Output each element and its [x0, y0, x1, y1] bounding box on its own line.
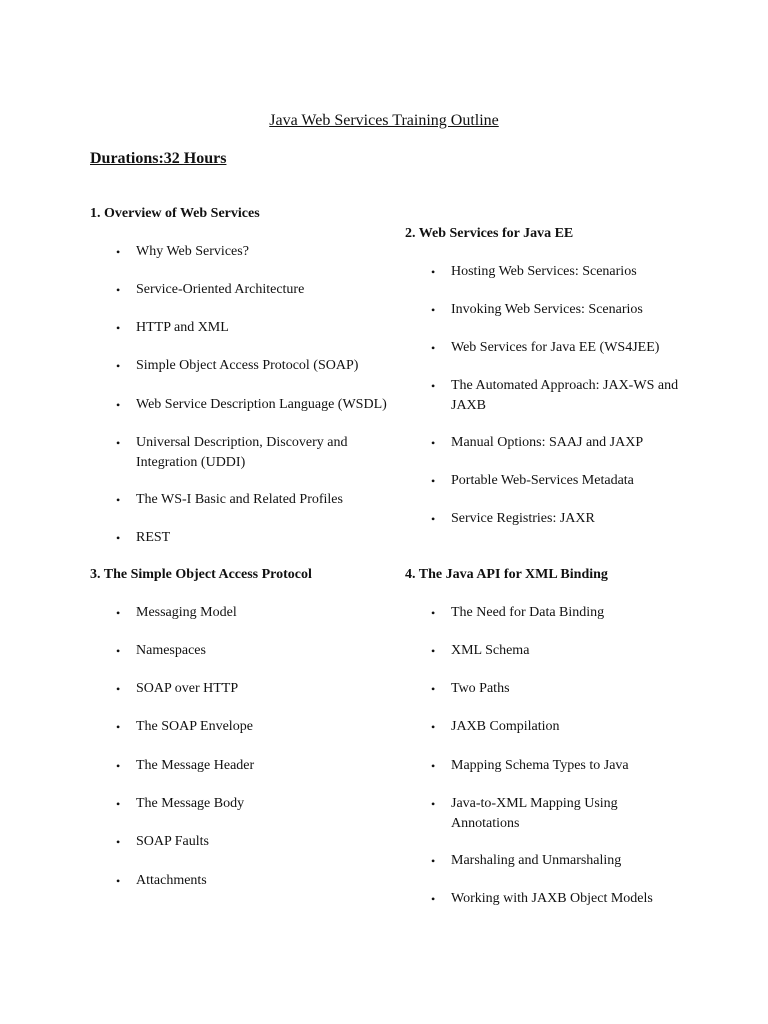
bullet-icon: • [116, 283, 121, 297]
list-item: • Attachments [136, 871, 406, 891]
section-heading-java-ee: 2. Web Services for Java EE [405, 226, 574, 241]
bullet-icon: • [116, 245, 121, 259]
list-item: • Working with JAXB Object Models [451, 889, 721, 909]
list-item: • The SOAP Envelope [136, 717, 406, 737]
list-item: • REST [136, 528, 406, 548]
bullet-icon: • [431, 341, 436, 355]
bullet-icon: • [431, 759, 436, 773]
bullet-icon: • [116, 797, 121, 811]
list-item: • Invoking Web Services: Scenarios [451, 300, 721, 320]
list-item: • Java-to-XML Mapping Using Annotations [431, 796, 618, 831]
bullet-icon: • [116, 359, 121, 373]
list-item: • Why Web Services? [136, 242, 406, 262]
bullet-icon: • [431, 720, 436, 734]
section-heading-soap: 3. The Simple Object Access Protocol [90, 567, 312, 582]
bullet-icon: • [431, 644, 436, 658]
list-item: • Service-Oriented Architecture [136, 280, 406, 300]
bullet-icon: • [116, 874, 121, 888]
bullet-icon: • [116, 398, 121, 412]
list-item: • The Message Body [136, 794, 406, 814]
bullet-icon: • [116, 493, 121, 507]
bullet-icon: • [116, 436, 121, 450]
bullet-icon: • [116, 759, 121, 773]
bullet-icon: • [431, 606, 436, 620]
bullet-icon: • [431, 797, 436, 811]
bullet-icon: • [116, 835, 121, 849]
list-item: • The Message Header [136, 756, 406, 776]
list-item: • Manual Options: SAAJ and JAXP [451, 433, 721, 453]
list-item: • Two Paths [451, 679, 721, 699]
list-item: • SOAP Faults [136, 832, 406, 852]
list-item: • JAXB Compilation [451, 717, 721, 737]
bullet-icon: • [431, 303, 436, 317]
bullet-icon: • [116, 606, 121, 620]
bullet-icon: • [431, 379, 436, 393]
list-item: • Hosting Web Services: Scenarios [451, 262, 721, 282]
bullet-icon: • [431, 265, 436, 279]
list-item: • SOAP over HTTP [136, 679, 406, 699]
bullet-icon: • [431, 512, 436, 526]
list-item: • Namespaces [136, 641, 406, 661]
bullet-icon: • [431, 474, 436, 488]
section-heading-jaxb: 4. The Java API for XML Binding [405, 567, 608, 582]
bullet-icon: • [116, 644, 121, 658]
list-item: • Mapping Schema Types to Java [451, 756, 721, 776]
bullet-icon: • [116, 720, 121, 734]
list-item: • Web Service Description Language (WSDL) [136, 395, 416, 415]
bullet-icon: • [431, 854, 436, 868]
list-item: • Web Services for Java EE (WS4JEE) [451, 338, 721, 358]
list-item: • Portable Web-Services Metadata [451, 471, 721, 491]
document-title: Java Web Services Training Outline [269, 112, 499, 129]
bullet-icon: • [116, 682, 121, 696]
duration-heading: Durations:32 Hours [90, 150, 227, 167]
list-item: • The Automated Approach: JAX-WS and JAXB [431, 378, 679, 413]
bullet-icon: • [116, 531, 121, 545]
list-item: • The WS-I Basic and Related Profiles [136, 490, 406, 510]
list-item: • Service Registries: JAXR [451, 509, 721, 529]
section-heading-overview: 1. Overview of Web Services [90, 206, 260, 221]
bullet-icon: • [116, 321, 121, 335]
bullet-icon: • [431, 682, 436, 696]
list-item: • Universal Description, Discovery and Integration (UDDI) [116, 435, 348, 470]
bullet-icon: • [431, 892, 436, 906]
list-item: • Simple Object Access Protocol (SOAP) [136, 356, 406, 376]
list-item: • HTTP and XML [136, 318, 406, 338]
bullet-icon: • [431, 436, 436, 450]
list-item: • The Need for Data Binding [451, 603, 721, 623]
list-item: • Messaging Model [136, 603, 406, 623]
list-item: • Marshaling and Unmarshaling [451, 851, 721, 871]
list-item: • XML Schema [451, 641, 721, 661]
